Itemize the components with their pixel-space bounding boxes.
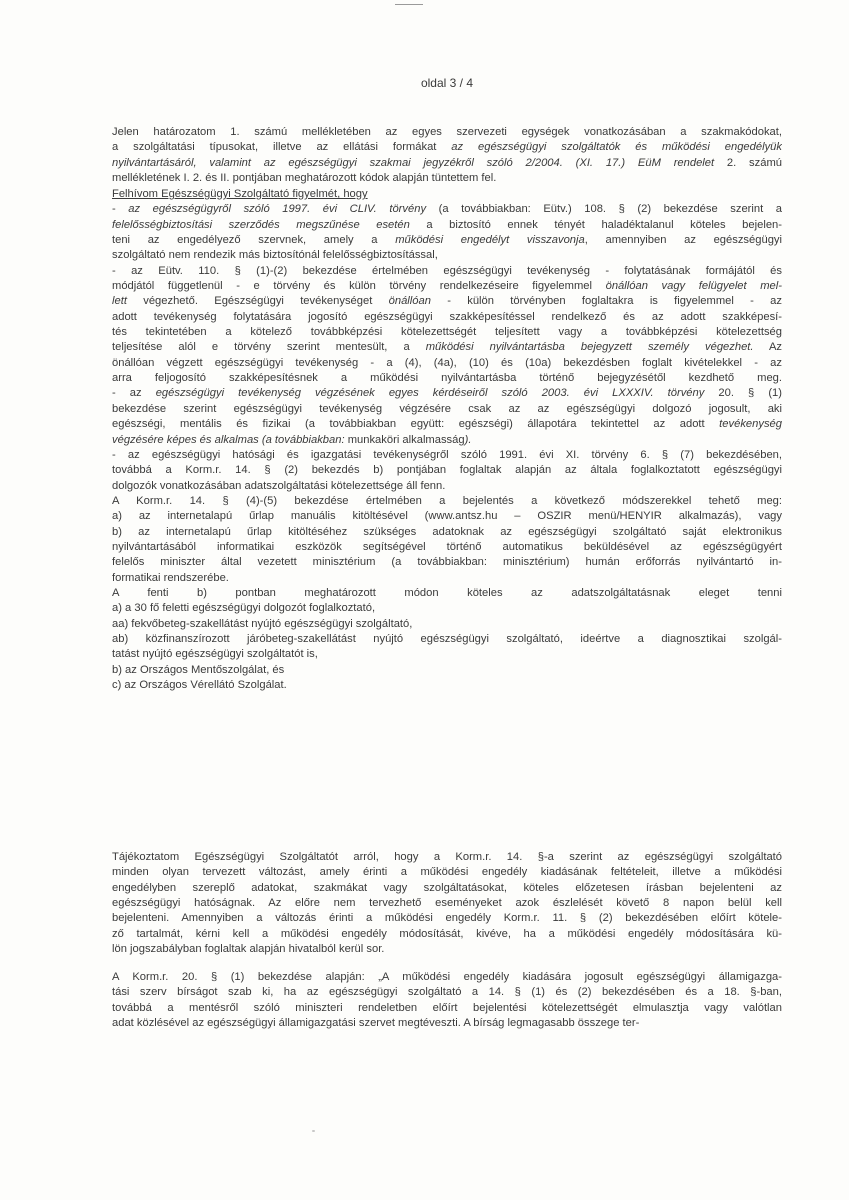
text-line	[112, 279, 782, 294]
text-segment: adat közlésével az egészségügyi államigazgatási szervet megtéveszti. A bírság legmagasabb összege ter-	[112, 1017, 640, 1030]
text-line	[112, 663, 782, 678]
text-segment: önállóan vagy felügyelet mel-	[605, 280, 782, 293]
text-segment: önállóan végzett egészségügyi tevékenység - a (4), (4a), (10) és (10a) bekezdésben foglalt kivételekkel - az	[112, 356, 782, 369]
text-segment: - külön törvényben foglaltakra is figyelemmel - az	[430, 295, 782, 308]
text-line	[112, 463, 782, 478]
text-segment: tés tekintetében a kötelező továbbképzési kötelezettségét teljesített vagy a továbbképzési kötelezettség	[112, 326, 782, 339]
text-segment: Tájékoztatom Egészségügyi Szolgáltatót arról, hogy a Korm.r. 14. §-a szerint az egészségügyi szolgáltató	[112, 851, 782, 863]
text-segment: A Korm.r. 20. § (1) bekezdése alapján: „A működési engedély kiadására jogosult egészségügyi államigazga-	[112, 971, 782, 983]
text-segment: , amennyiben az egészségügyi	[584, 234, 782, 247]
text-segment: továbbá a Korm.r. 14. § (2) bekezdés b) pontjában foglaltak alapján az általa foglalkoztatott egészségügyi	[112, 464, 782, 477]
text-line	[112, 218, 782, 233]
text-segment: működési engedélyt visszavonja	[395, 234, 585, 247]
text-segment: b) az Országos Mentőszolgálat, és	[112, 663, 285, 676]
text-line	[112, 678, 782, 693]
text-line	[112, 140, 782, 155]
text-segment: a) az internetalapú űrlap manuális kitöltésével (www.antsz.hu – OSZIR menü/HENYIR alkalmazás), vagy	[112, 510, 782, 523]
text-segment: felelős miniszter által vezetett minisztérium (a továbbiakban: minisztérium) humán erőforrás nyilvántartó in-	[112, 556, 782, 569]
text-segment: ab) közfinanszírozott járóbeteg-szakellátást nyújtó egészségügyi szolgáltató, ideértve a diagnosztikai szolgál-	[112, 632, 782, 645]
text-segment: Jelen határozatom 1. számú mellékletében az egyes szervezeti egységek vonatkozásában a szakmakódokat,	[112, 126, 782, 138]
text-line	[112, 911, 782, 926]
text-segment: (a továbbiakban: Eütv.) 108. § (2) bekezdése szerint a	[426, 203, 782, 216]
text-line	[112, 402, 782, 417]
text-segment: adott tevékenység folytatására jogosító egészségügyi szakképesítéssel rendelkező és az adott szakképesí-	[112, 310, 782, 323]
text-segment: A fenti b) pontban meghatározott módon köteles az adatszolgáltatásnak eleget tenni	[112, 586, 782, 599]
text-line	[112, 865, 782, 880]
text-segment: nyilvántartásáról, valamint az egészségügyi szakmai jegyzékről szóló 2/2004. (XI. 17.) EüM rendelet	[112, 156, 715, 169]
text-line	[112, 927, 782, 942]
text-line	[112, 325, 782, 340]
text-segment: továbbá a mentésről szóló miniszteri rendeletben előírt bejelentési kötelezettségét elmulasztja vagy valótlan	[112, 1001, 782, 1014]
text-segment: felelősségbiztosítási szerződés megszűnése esetén	[112, 218, 410, 231]
text-line	[112, 881, 782, 896]
text-segment: teljesítése alól e törvény szerint mentesült, a	[112, 341, 426, 354]
text-line	[112, 850, 782, 865]
text-line	[112, 125, 782, 140]
text-line	[112, 248, 782, 263]
text-segment: mellékletének I. 2. és II. pontjában meghatározott kódok alapján tüntettem fel.	[112, 172, 497, 185]
text-line	[112, 171, 782, 186]
text-segment: Az	[753, 341, 782, 354]
text-segment: egészségügyi hatóságnak. Az előre nem tervezhető eseményeket azok észlelését követő 8 napon belül kell	[112, 897, 782, 910]
text-line	[112, 1001, 782, 1016]
text-line	[112, 647, 782, 662]
text-segment: 20. § (1)	[704, 387, 782, 400]
text-segment: 2. számú	[714, 156, 782, 169]
text-segment: -	[112, 203, 129, 216]
text-line	[112, 433, 782, 448]
text-segment: engedélyben szereplő adatokat, szakmákat vagy szolgáltatásokat, köteles előzetesen írásban bejelenteni az	[112, 881, 782, 894]
text-segment: lett	[112, 295, 127, 308]
text-segment: az egészségügyről szóló 1997. évi CLIV. törvény	[128, 203, 427, 216]
text-line	[112, 970, 782, 985]
text-segment: nyilvántartásából informatikai eszközök segítségével történő automatikus beküldésével az egészségügyért	[112, 540, 782, 553]
paragraph-change-reporting	[112, 850, 782, 957]
text-segment: a biztosító ennek tényét haladéktalanul köteles bejelen-	[409, 218, 782, 231]
text-segment: arra feljogosító szakképesítésnek a működési nyilvántartásba történő bejegyzésétől kezdhető meg.	[112, 372, 782, 385]
text-segment: módjától függetlenül - e törvény és külön törvény rendelkezéseire figyelemmel	[112, 280, 606, 293]
text-line	[112, 571, 782, 586]
text-line	[112, 632, 782, 647]
text-segment: tási szerv bírságot szab ki, ha az egészségügyi szolgáltató a 14. § (1) és (2) bekezdésében és a 18. §-ban,	[112, 986, 782, 999]
text-segment: munkaköri alkalmasság	[344, 433, 465, 446]
text-segment: lön jogszabályban foglaltak alapján hivatalból kerül sor.	[112, 943, 385, 956]
text-line	[112, 371, 782, 386]
text-line	[112, 187, 782, 202]
page-number: oldal 3 / 4	[420, 76, 474, 90]
text-segment: formatikai rendszerébe.	[112, 571, 229, 584]
text-line	[112, 601, 782, 616]
text-segment: minden olyan tervezett változást, amely érinti a működési engedély kiadásának feltételeit, illetve a működési	[112, 866, 782, 879]
paragraph-attachment-codes	[112, 125, 782, 186]
text-segment: c) az Országos Vérellátó Szolgálat.	[112, 679, 287, 691]
text-line	[112, 586, 782, 601]
text-line	[112, 617, 782, 632]
text-line	[112, 896, 782, 911]
text-line	[112, 294, 782, 309]
paragraph-fine-provision	[112, 970, 782, 1031]
text-line	[112, 525, 782, 540]
text-segment: a) a 30 fő feletti egészségügyi dolgozót foglalkoztató,	[112, 602, 376, 615]
text-segment: egészségügyi tevékenység végzésének egyes kérdéseiről szóló 2003. évi LXXXIV. törvény	[155, 387, 705, 400]
text-segment: ző tartalmát, kérni kell a működési engedély módosítását, kivéve, ha a működési engedély módosítására kü-	[112, 927, 782, 940]
text-line	[112, 555, 782, 570]
text-line	[112, 985, 782, 1000]
text-line	[112, 509, 782, 524]
text-line	[112, 417, 782, 432]
text-segment: A Korm.r. 14. § (4)-(5) bekezdése értelmében a bejelentés a következő módszerekkel tehető meg:	[112, 494, 782, 507]
text-segment: teni az engedélyező szervnek, amely a	[112, 234, 396, 247]
text-line	[112, 264, 782, 279]
text-line	[112, 479, 782, 494]
text-segment: szolgáltató nem rendezik más biztosítónál felelősségbiztosítással,	[112, 249, 438, 262]
text-segment: bejelenteni. Amennyiben a változás érinti a működési engedély Korm.r. 11. § (2) bekezdésében előírt kötele-	[112, 912, 782, 925]
text-segment: egészségi, mentális és fizikai (a továbbiakban együtt: egészségi) állapotára tekintettel az adott	[112, 418, 720, 431]
text-segment: az egészségügyi szolgáltatók és működési engedélyük	[451, 141, 782, 154]
text-line	[112, 356, 782, 371]
text-segment: - az	[112, 387, 156, 400]
text-segment: bekezdése szerint egészségügyi tevékenység végzésére csak az az egészségügyi dolgozó jogosult, aki	[112, 402, 782, 415]
text-segment: tatást nyújtó egészségügyi szolgáltatót is,	[112, 648, 318, 661]
text-line	[112, 386, 782, 401]
text-segment: ).	[464, 433, 472, 446]
text-line	[112, 1016, 782, 1031]
text-segment: végezhető. Egészségügyi tevékenységet	[126, 295, 389, 308]
text-segment: dolgozók vonatkozásában adatszolgáltatási kötelezettsége áll fenn.	[112, 479, 446, 492]
text-segment: működési nyilvántartásba bejegyzett személy végezhet.	[425, 341, 754, 354]
text-segment: önállóan	[388, 295, 431, 308]
text-line	[112, 494, 782, 509]
text-segment: - az egészségügyi hatósági és igazgatási tevékenységről szóló 1991. évi XI. törvény 6. § (7) bekezdésében,	[112, 448, 782, 461]
text-segment: a szolgáltatási típusokat, illetve az ellátási formákat	[112, 141, 452, 154]
text-segment: aa) fekvőbeteg-szakellátást nyújtó egészségügyi szolgáltató,	[112, 617, 413, 630]
text-segment: tevékenység	[719, 418, 782, 431]
text-segment: b) az internetalapú űrlap kitöltéséhez szükséges adatoknak az egészségügyi szolgáltató saját elektronikus	[112, 525, 782, 538]
text-line	[112, 202, 782, 217]
text-line	[112, 448, 782, 463]
text-line	[112, 156, 782, 171]
text-segment: - az Eütv. 110. § (1)-(2) bekezdése értelmében egészségügyi tevékenység - folytatásának formájától és	[112, 264, 782, 277]
text-segment: végzésére képes és alkalmas (a továbbiakban:	[112, 433, 345, 446]
text-line	[112, 340, 782, 355]
text-line	[112, 942, 782, 957]
scan-top-mark	[395, 4, 423, 5]
text-line	[112, 310, 782, 325]
text-line	[112, 540, 782, 555]
text-segment: Felhívom Egészségügyi Szolgáltató figyelmét, hogy	[112, 188, 368, 200]
scan-smudge	[312, 1130, 315, 1132]
text-line	[112, 233, 782, 248]
paragraph-notice-obligations	[112, 187, 782, 693]
